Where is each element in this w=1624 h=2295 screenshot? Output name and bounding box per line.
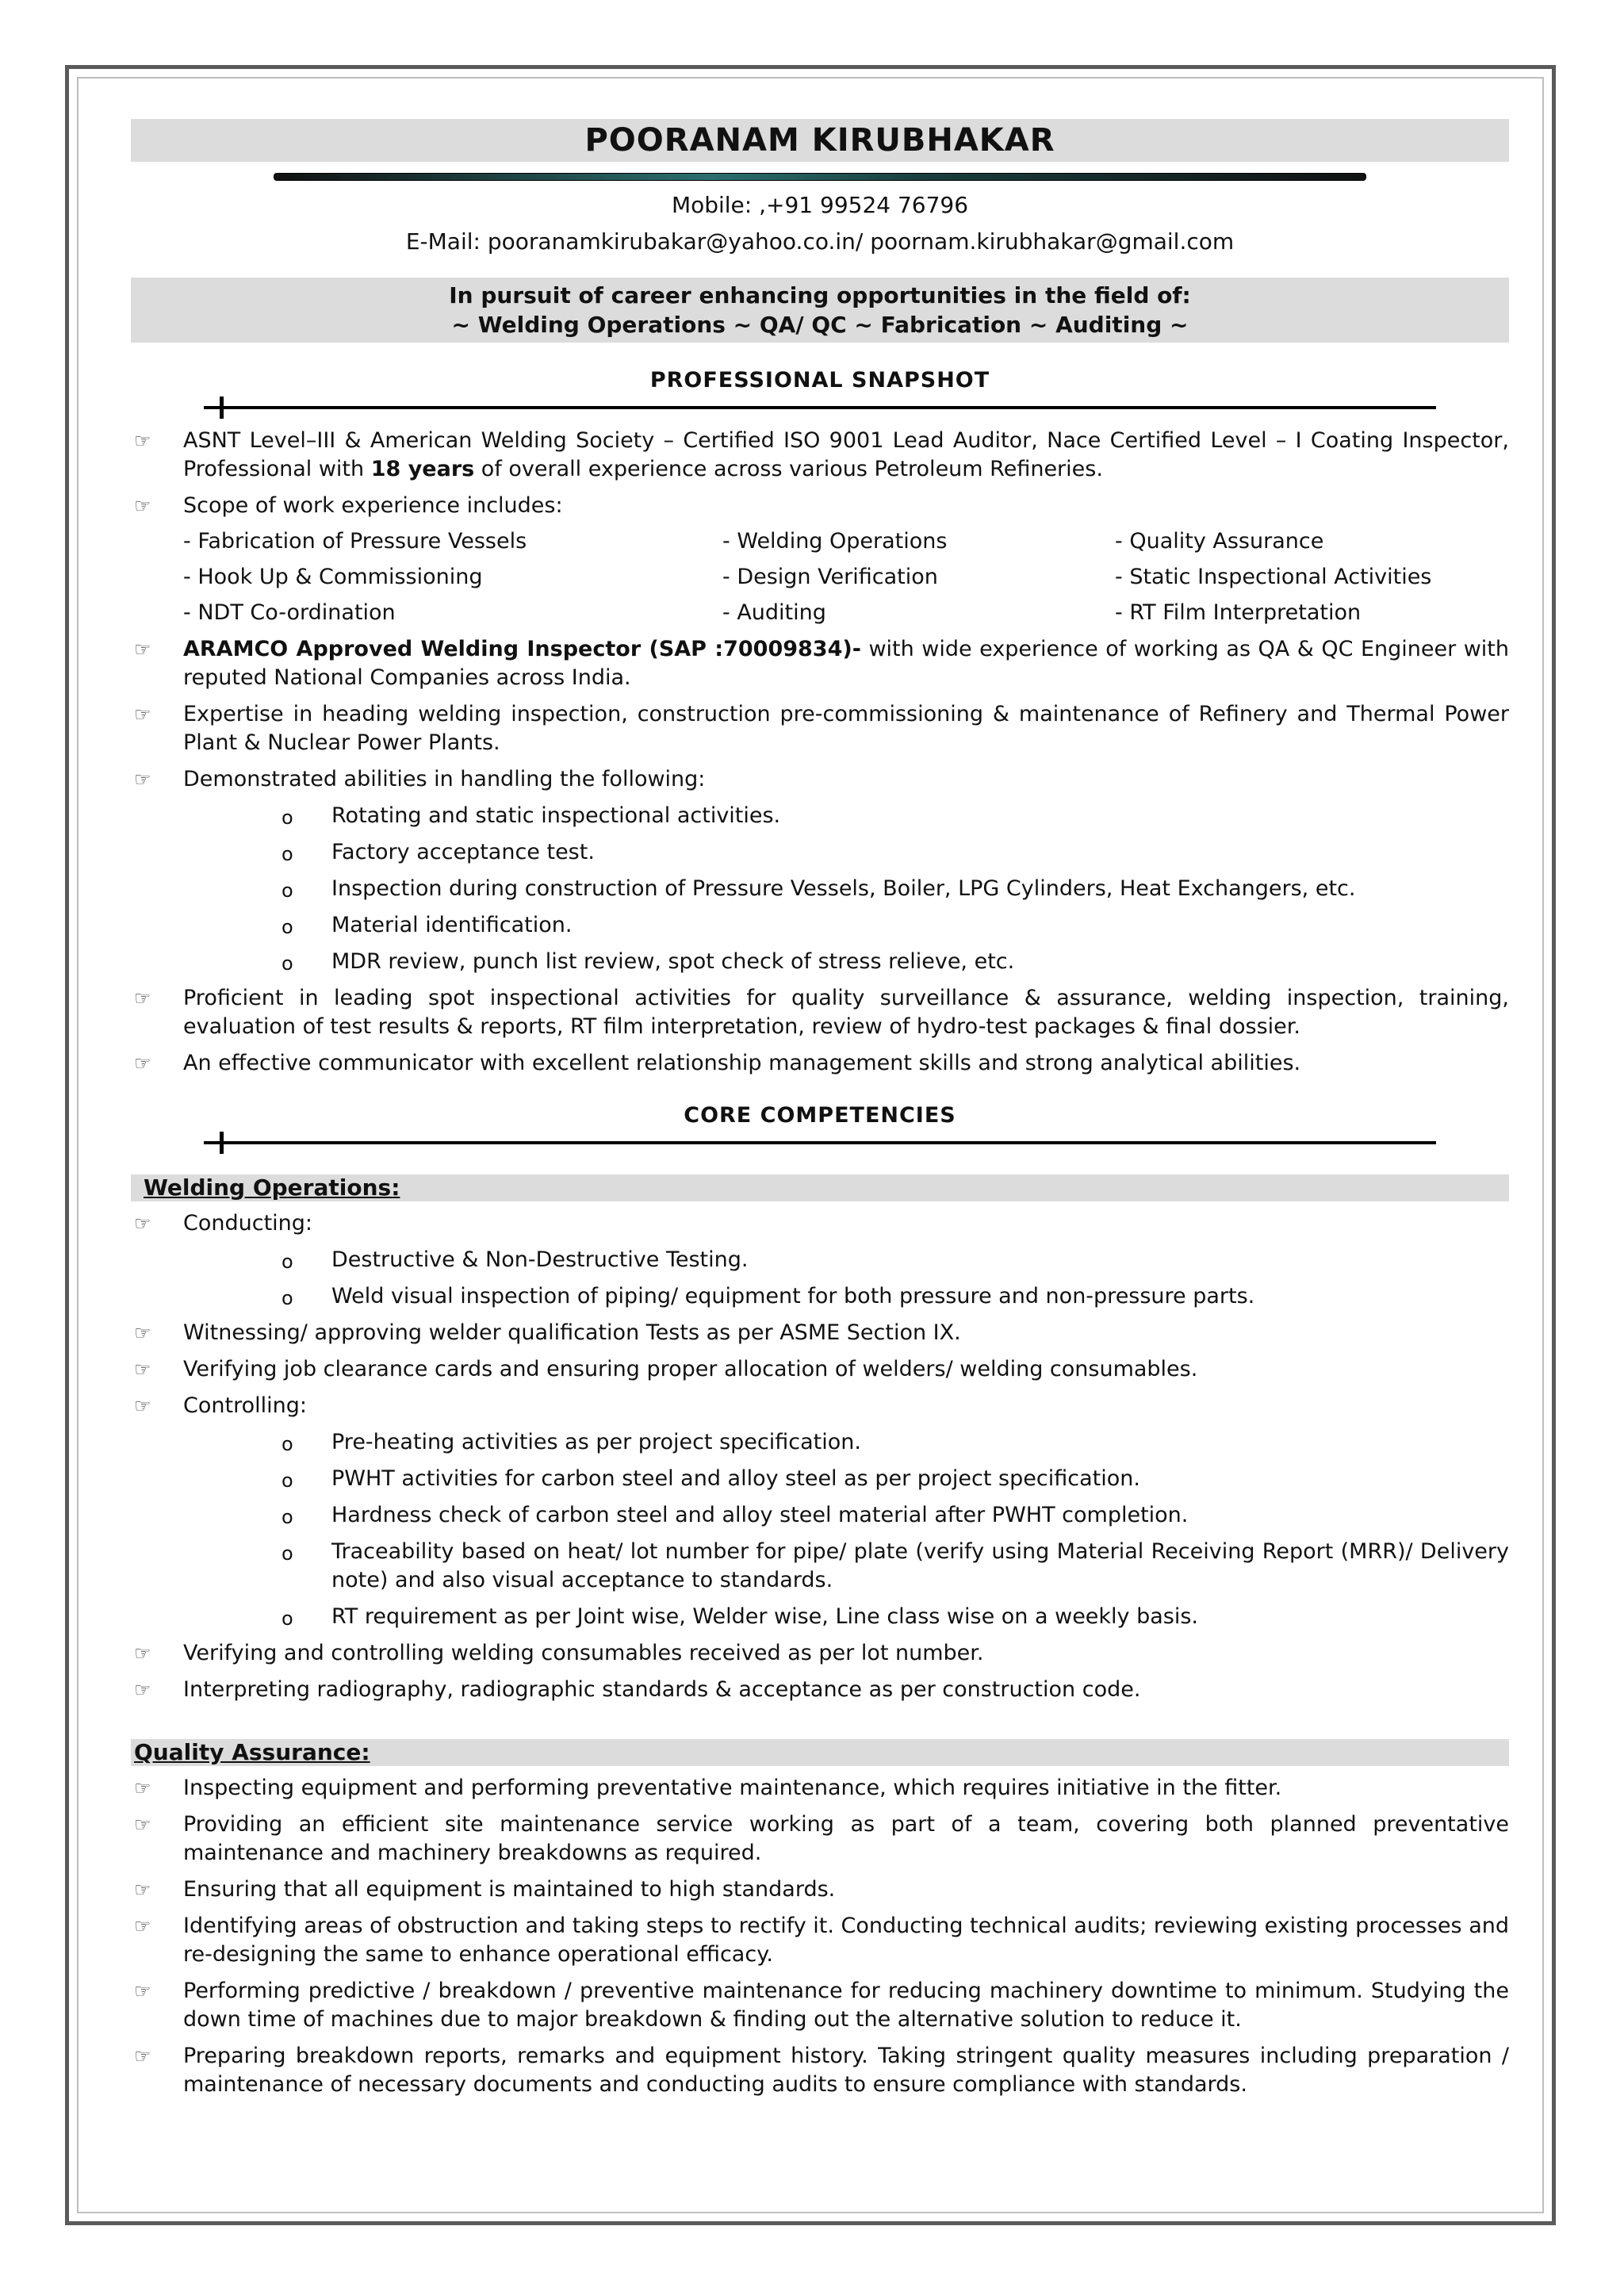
pointing-hand-icon: ☞ <box>134 1358 151 1381</box>
pointing-hand-icon: ☞ <box>134 1052 151 1075</box>
list-item: ☞ Scope of work experience includes: <box>134 493 563 518</box>
objective-line-1: In pursuit of career enhancing opportunities in the field of: <box>449 282 1191 308</box>
sub-list-item: o Hardness check of carbon steel and alloy steel material after PWHT completion. <box>131 1501 1509 1530</box>
list-item: ☞ Inspecting equipment and performing preventative maintenance, which requires initiative in the fitter. <box>134 1776 1282 1800</box>
circle-bullet-icon: o <box>282 1287 293 1309</box>
circle-bullet-icon: o <box>282 1433 293 1455</box>
scope-item: - Auditing <box>722 600 826 625</box>
pointing-hand-icon: ☞ <box>134 1879 151 1901</box>
list-item: ☞ Ensuring that all equipment is maintained to high standards. <box>134 1877 836 1902</box>
subsection-welding: Welding Operations: <box>131 1174 1509 1201</box>
list-item: ☞ Verifying and controlling welding consumables received as per lot number. <box>134 1641 984 1665</box>
objective-line-2: ~ Welding Operations ~ QA/ QC ~ Fabrication ~ Auditing ~ <box>451 312 1189 338</box>
mobile-line: Mobile: ,+91 99524 76796 <box>671 192 969 218</box>
list-item: ☞ Performing predictive / breakdown / preventive maintenance for reducing machinery downtime to minimum. Studying the down time of machines due to major breakdown & finding out the alternative solution to reduce it. <box>134 1979 1509 2032</box>
list-item: ☞ Witnessing/ approving welder qualification Tests as per ASME Section IX. <box>134 1320 961 1345</box>
sub-list-item: o Factory acceptance test. <box>131 838 1509 867</box>
section-rule <box>131 1130 1509 1154</box>
sub-list-item: o MDR review, punch list review, spot check of stress relieve, etc. <box>131 948 1509 976</box>
scope-item: - RT Film Interpretation <box>1115 600 1362 625</box>
pointing-hand-icon: ☞ <box>134 430 151 452</box>
list-item: ☞ Conducting: <box>134 1211 313 1236</box>
pointing-hand-icon: ☞ <box>134 768 151 791</box>
circle-bullet-icon: o <box>282 843 293 865</box>
sub-list-item: o Pre-heating activities as per project specification. <box>131 1428 1509 1457</box>
list-item: ☞ Proficient in leading spot inspectional activities for quality surveillance & assurance, welding inspection, training, evaluation of test results & reports, RT film interpretation, review of hydro-test packages & final dossier. <box>134 986 1509 1039</box>
pointing-hand-icon: ☞ <box>134 1213 151 1235</box>
candidate-name: POORANAM KIRUBHAKAR <box>131 119 1509 162</box>
sub-list-item: o Weld visual inspection of piping/ equipment for both pressure and non-pressure parts. <box>131 1282 1509 1311</box>
list-item: ☞ ARAMCO Approved Welding Inspector (SAP :70009834)- with wide experience of working as QA & QC Engineer with reputed National Companies across India. <box>134 637 1510 690</box>
section-heading-snapshot: PROFESSIONAL SNAPSHOT <box>649 368 990 393</box>
pointing-hand-icon: ☞ <box>134 1322 151 1344</box>
list-item: ☞ Expertise in heading welding inspection, construction pre-commissioning & maintenance of Refinery and Thermal Power Plant & Nuclear Power Plants. <box>134 702 1509 755</box>
pointing-hand-icon: ☞ <box>134 495 151 517</box>
subsection-quality: Quality Assurance: <box>131 1739 1509 1766</box>
circle-bullet-icon: o <box>282 879 293 902</box>
scope-item: - Static Inspectional Activities <box>1115 565 1432 589</box>
email-line: E-Mail: pooranamkirubakar@yahoo.co.in/ poornam.kirubhakar@gmail.com <box>405 228 1235 255</box>
pointing-hand-icon: ☞ <box>134 1980 151 2002</box>
pointing-hand-icon: ☞ <box>134 1814 151 1836</box>
sub-list-item: o PWHT activities for carbon steel and alloy steel as per project specification. <box>131 1465 1509 1493</box>
section-rule <box>131 395 1509 419</box>
sub-list-item: o Material identification. <box>131 911 1509 940</box>
pointing-hand-icon: ☞ <box>134 987 151 1010</box>
scope-item: - Hook Up & Commissioning <box>183 565 483 589</box>
pointing-hand-icon: ☞ <box>134 638 151 661</box>
sub-list-item: o Traceability based on heat/ lot number for pipe/ plate (verify using Material Receiving Report (MRR)/ Delivery note) and also visual acceptance to standards. <box>282 1539 1509 1592</box>
circle-bullet-icon: o <box>282 807 293 829</box>
scope-item: - Fabrication of Pressure Vessels <box>183 529 527 554</box>
scope-item: - Design Verification <box>722 565 938 589</box>
list-item: ☞ An effective communicator with excellent relationship management skills and strong analytical abilities. <box>134 1051 1301 1075</box>
circle-bullet-icon: o <box>282 1251 293 1273</box>
section-heading-core: CORE COMPETENCIES <box>684 1103 956 1128</box>
pointing-hand-icon: ☞ <box>134 1642 151 1665</box>
circle-bullet-icon: o <box>282 1607 293 1630</box>
sub-list-item: o RT requirement as per Joint wise, Welder wise, Line class wise on a weekly basis. <box>131 1603 1509 1631</box>
scope-item: - Quality Assurance <box>1115 529 1324 554</box>
sub-list-item: o Rotating and static inspectional activities. <box>131 802 1509 830</box>
list-item: ☞ Providing an efficient site maintenance service working as part of a team, covering both planned preventative maintenance and machinery breakdowns as required. <box>134 1812 1509 1865</box>
list-item: ☞ Demonstrated abilities in handling the following: <box>134 767 706 791</box>
circle-bullet-icon: o <box>282 952 293 975</box>
pointing-hand-icon: ☞ <box>134 1777 151 1799</box>
resume-content <box>131 119 1509 2099</box>
sub-list-item: o Inspection during construction of Pressure Vessels, Boiler, LPG Cylinders, Heat Exchangers, etc. <box>131 875 1509 903</box>
list-item: ☞ Controlling: <box>134 1393 307 1418</box>
circle-bullet-icon: o <box>282 1506 293 1528</box>
circle-bullet-icon: o <box>282 916 293 938</box>
pointing-hand-icon: ☞ <box>134 1679 151 1701</box>
list-item: ☞ ASNT Level–III & American Welding Society – Certified ISO 9001 Lead Auditor, Nace Certified Level – I Coating Inspector, Professional with 18 years of overall experience across various Petroleum Refineries. <box>134 428 1509 481</box>
list-item: ☞ Identifying areas of obstruction and taking steps to rectify it. Conducting technical audits; reviewing existing processes and re-designing the same to enhance operational efficacy. <box>134 1914 1509 1967</box>
decorative-divider <box>131 167 1509 187</box>
pointing-hand-icon: ☞ <box>134 703 151 726</box>
list-item: ☞ Preparing breakdown reports, remarks and equipment history. Taking stringent quality measures including preparation / maintenance of necessary documents and conducting audits to ensure compliance with standards. <box>134 2044 1509 2097</box>
pointing-hand-icon: ☞ <box>134 2045 151 2067</box>
scope-grid <box>131 520 1509 627</box>
pointing-hand-icon: ☞ <box>134 1915 151 1937</box>
sub-list-item: o Destructive & Non-Destructive Testing. <box>131 1246 1509 1274</box>
list-item: ☞ Interpreting radiography, radiographic standards & acceptance as per construction code. <box>134 1677 1141 1702</box>
circle-bullet-icon: o <box>282 1469 293 1492</box>
circle-bullet-icon: o <box>282 1542 293 1565</box>
scope-item: - Welding Operations <box>722 529 948 554</box>
career-objective <box>131 278 1509 343</box>
list-item: ☞ Verifying job clearance cards and ensuring proper allocation of welders/ welding consumables. <box>134 1357 1198 1381</box>
scope-item: - NDT Co-ordination <box>183 600 396 625</box>
pointing-hand-icon: ☞ <box>134 1395 151 1417</box>
